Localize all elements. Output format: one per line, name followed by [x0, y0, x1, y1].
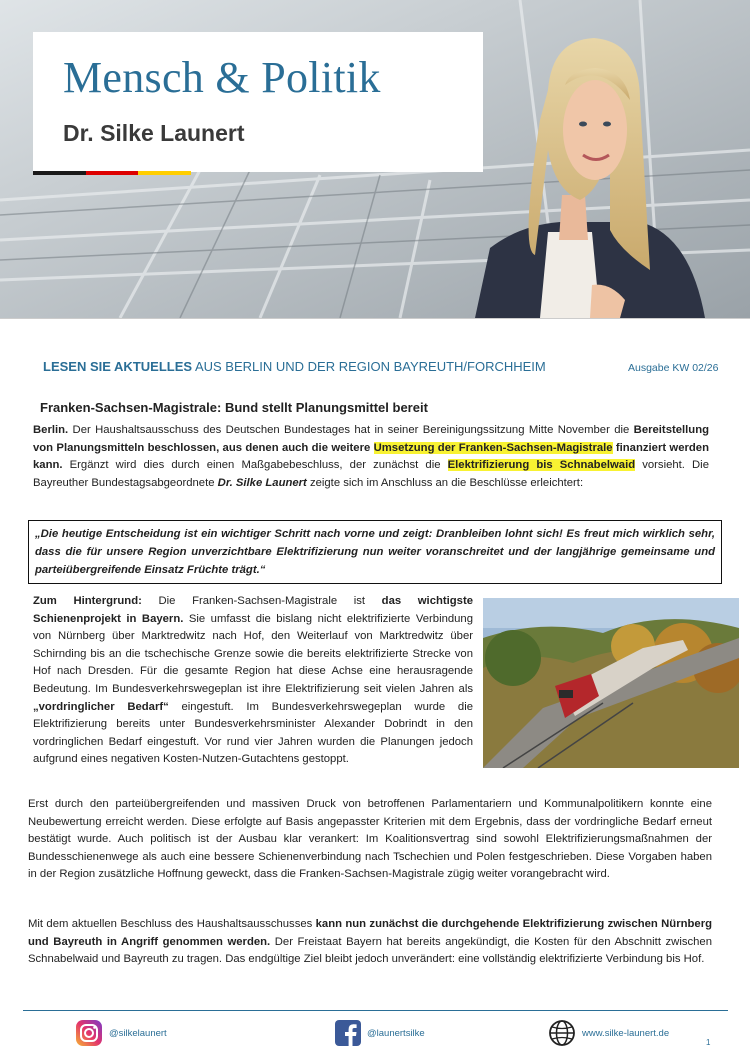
article-headline: Franken-Sachsen-Magistrale: Bund stellt Planungsmittel bereit [40, 400, 428, 415]
text-run: Bereitstellung von Planungsmitteln beschlossen, aus denen auch die weitere [33, 424, 709, 454]
instagram-icon [75, 1019, 103, 1047]
article-paragraph-3: Erst durch den parteiübergreifenden und massiven Druck von betroffenen Parlamentariern und Kommunalpolitikern konnte eine Neubewertung erreicht werden. Diese erfolgte auf Basis angepasster Kriterien mit dem Ergebnis, dass der vordringliche Bedarf erneut bestätigt wurde. Auch politisch ist der Ausbau klar verankert: Im Koalitionsvertrag sind sowohl Elektrifizierungsmaßnahmen der Bundesschienenwege als auch eine bessere Schienenverbindung nach Tschechien und Polen festgeschrieben. Diese Vorgaben haben in der Region zusätzliche Hoffnung geweckt, dass die Franken-Sachsen-Magistrale zügig weiter vorangebracht wird. [28, 798, 712, 881]
article-paragraph-1 [33, 422, 709, 492]
train-illustration [483, 598, 739, 768]
header-banner [0, 0, 750, 318]
page-title: Mensch & Politik [63, 53, 381, 102]
author-name: Dr. Silke Launert [63, 120, 245, 146]
page-number: 1 [706, 1038, 711, 1047]
text-run: Zum Hintergrund: [33, 595, 142, 607]
text-run: Elektrifizierung bis Schnabelwaid [447, 459, 636, 472]
text-run: eingestuft. Im Bundesverkehrswegeplan wurde die Elektrifizierung bereits unter Bundesverkehrsminister Alexander Dobrindt in den vordringlichen Bedarf eingestuft. Vor rund vier Jahren wurden die Planungen jedoch aufgrund eines negativen Kosten-Nutzen-Gutachtens gestoppt. [33, 700, 473, 766]
german-flag-stripe [33, 171, 191, 175]
website-link[interactable] [548, 1017, 669, 1049]
text-run: Berlin. [33, 424, 69, 436]
text-run: kann nun zunächst die durchgehende Elektrifizierung zwischen Nürnberg und Bayreuth in Angriff genommen werden. [28, 918, 712, 948]
article-quote: „Die heutige Entscheidung ist ein wichtiger Schritt nach vorne und zeigt: Dranbleiben lohnt sich! Es freut mich wirklich sehr, dass die für unsere Region unverzichtbare Elektrifizierung nun weiter voranschreitet und der langjährige gemeinsame und parteiübergreifende Einsatz Früchte trägt.“ [28, 520, 722, 584]
text-run: Umsetzung der Franken-Sachsen-Magistrale [373, 441, 613, 454]
article-paragraph-2 [33, 593, 473, 769]
footer-divider [23, 1010, 728, 1011]
text-run: Die Franken-Sachsen-Magistrale ist [141, 595, 382, 607]
text-run: Der Freistaat Bayern hat bereits angekündigt, die Kosten für den Abschnitt zwischen Schnabelwaid und Bayreuth zu tragen. Das endgültige Ziel bleibt jedoch unverändert: eine vollständig elektrifizierte Verbindung bis Hof. [28, 935, 712, 966]
facebook-handle: @launertsilke [367, 1027, 425, 1039]
facebook-link[interactable] [335, 1017, 425, 1049]
title-box [33, 32, 483, 172]
text-run: Ergänzt wird dies durch einen Maßgabebeschluss, der zunächst die [62, 459, 448, 472]
text-run: finanziert werden kann. [33, 441, 709, 472]
train-photo [483, 598, 739, 768]
text-run: zeigte sich im Anschluss an die Beschlüsse erleichtert: [306, 476, 584, 489]
text-run: Mit dem aktuellen Beschluss des Haushaltsausschusses [28, 918, 316, 930]
header-divider [0, 318, 750, 319]
issue-label: Ausgabe KW 02/26 [628, 362, 719, 374]
article-paragraph-4 [28, 916, 712, 969]
section-kicker: LESEN SIE AKTUELLES AUS BERLIN UND DER REGION BAYREUTH/FORCHHEIM [43, 359, 546, 374]
text-run: „vordringlicher Bedarf“ [33, 700, 169, 713]
instagram-link[interactable] [75, 1017, 167, 1049]
facebook-icon [335, 1020, 361, 1046]
globe-icon [548, 1019, 576, 1047]
text-run: vorsieht. Die Bayreuther Bundestagsabgeordnete [33, 459, 709, 489]
text-run: Sie umfasst die bislang nicht elektrifizierte Verbindung von Nürnberg über Marktredwitz nach Hof, den Weiterlauf von Marktredwitz über Schirnding bis an die tschechische Grenze sowie die bereits elektrifizierte Strecke von Hof nach Dresden. Für die gesamte Region hat diese Achse eine herausragende Bedeutung. Im Bundesverkehrswegeplan ist ihre Elektrifizierung seit vielen Jahren als [33, 612, 473, 695]
instagram-handle: @silkelaunert [109, 1027, 167, 1039]
website-url: www.silke-launert.de [582, 1027, 670, 1039]
text-run: das wichtigste Schienenprojekt in Bayern. [33, 595, 474, 625]
text-run: Der Haushaltsausschuss des Deutschen Bundestages hat in seiner Bereinigungssitzung Mitte November die [68, 424, 634, 436]
text-run: Dr. Silke Launert [217, 476, 307, 489]
